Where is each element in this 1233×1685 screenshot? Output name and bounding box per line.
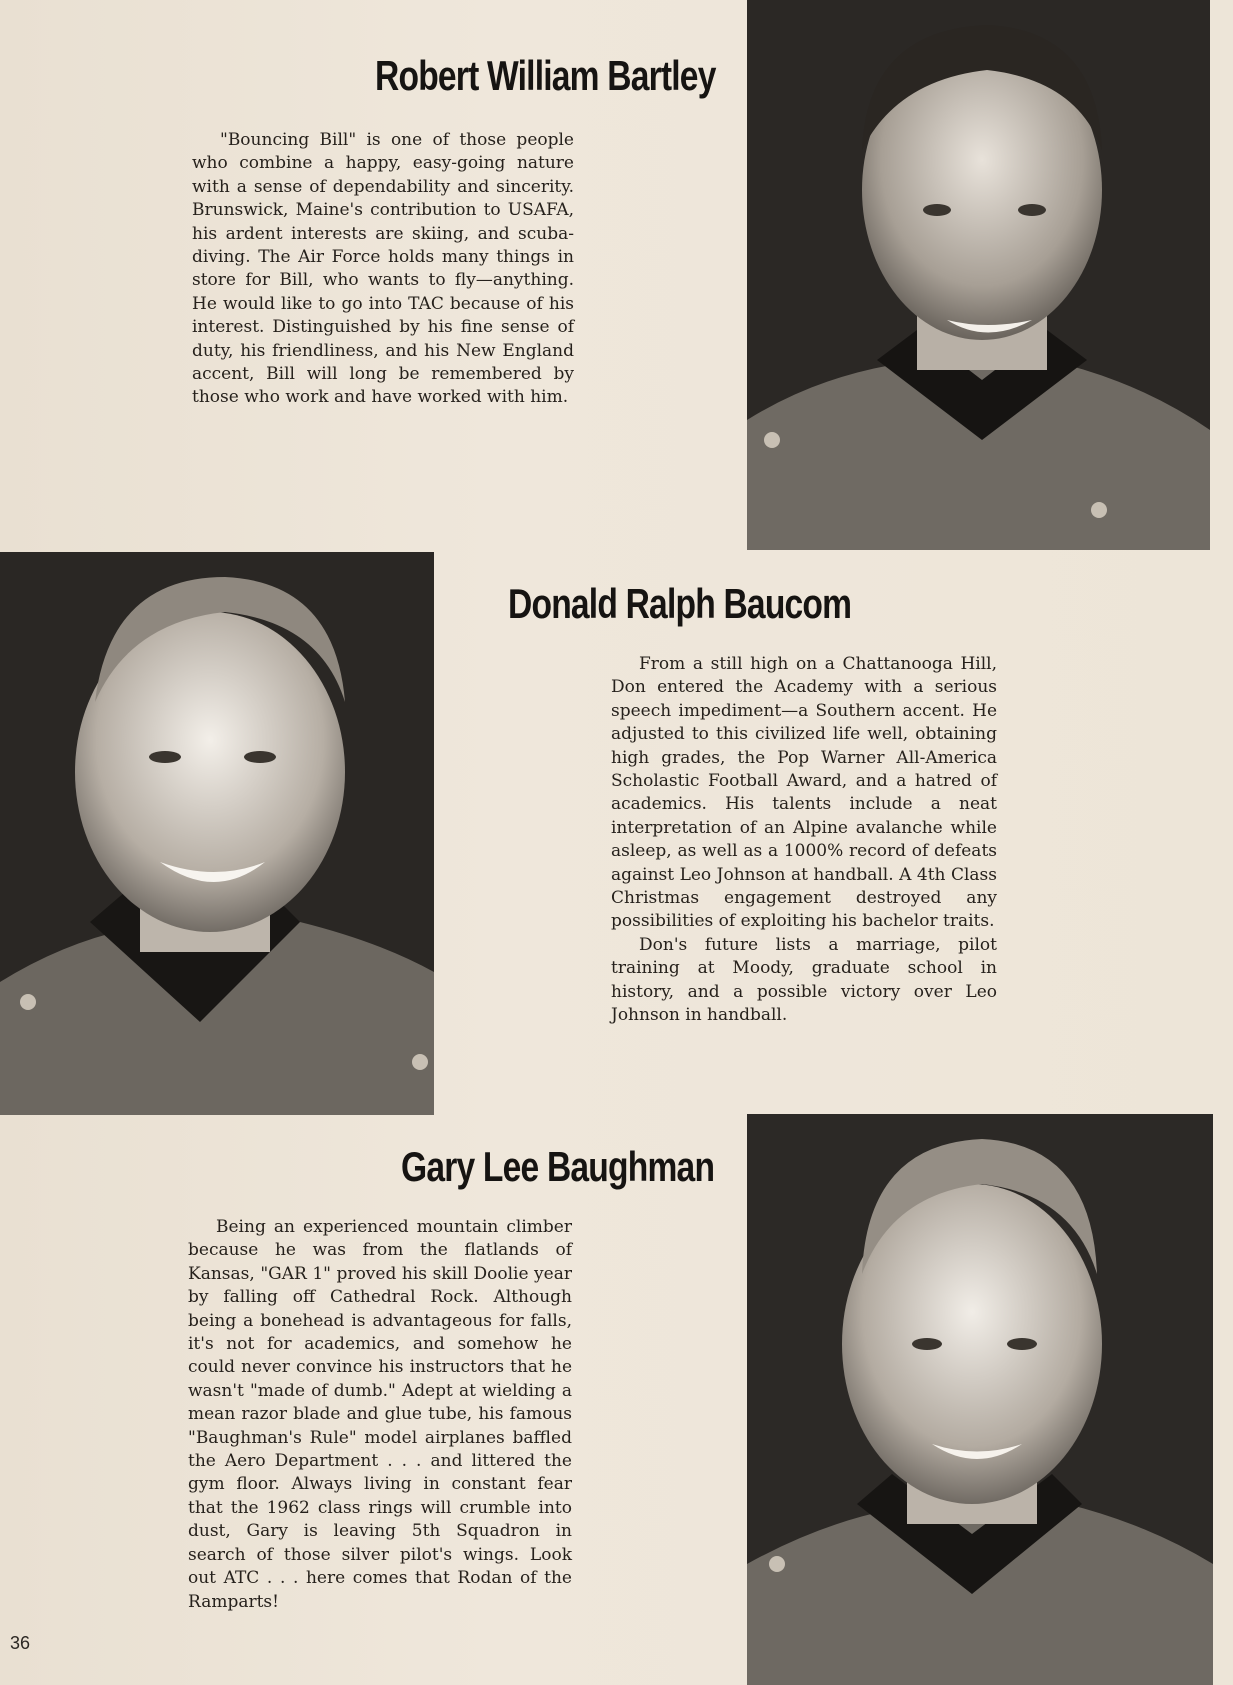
bio-paragraph: Being an experienced mountain climber because he was from the flatlands of Kansas, "GAR 1" proved his skill Doolie year by falling off Cathedral Rock. Although being a bonehead is advantageous for falls, it's not for academics, and somehow he could never convince his instructors that he wasn't "made of dumb." Adept at wielding a mean razor blade and glue tube, his famous "Baughman's Rule" model airplanes baffled the Aero Department . . . and littered the gym floor. Always living in constant fear that the 1962 class rings will crumble into dust, Gary is leaving 5th Squadron in search of those silver pilot's wings. Look out ATC . . . here comes that Rodan of the Ramparts!	[188, 1217, 572, 1612]
portrait-photo-bartley	[747, 0, 1210, 550]
profile-name-baughman: Gary Lee Baughman	[401, 1143, 715, 1190]
bio-paragraph: From a still high on a Chattanooga Hill, Don entered the Academy with a serious speech impediment—a Southern accent. He adjusted to this civilized life well, obtaining high grades, the Pop Warner All-America Scholastic Football Award, and a hatred of academics. His talents include a neat interpretation of an Alpine avalanche while asleep, as well as a 1000% record of defeats against Leo Johnson at handball. A 4th Class Christmas engagement destroyed any possibilities of exploiting his bachelor traits.	[611, 654, 997, 932]
profile-bio-baucom	[611, 653, 997, 1028]
portrait-photo-baughman	[747, 1114, 1213, 1685]
bio-paragraph: "Bouncing Bill" is one of those people who combine a happy, easy-going nature with a sense of dependability and sincerity. Brunswick, Maine's contribution to USAFA, his ardent interests are skiing, and scuba-diving. The Air Force holds many things in store for Bill, who wants to fly—anything. He would like to go into TAC because of his interest. Distinguished by his fine sense of duty, his friendliness, and his New England accent, Bill will long be remembered by those who work and have worked with him.	[192, 130, 574, 408]
bio-paragraph: Don's future lists a marriage, pilot training at Moody, graduate school in history, and a possible victory over Leo Johnson in handball.	[611, 934, 997, 1026]
page-number: 36	[10, 1633, 31, 1653]
portrait-photo-baucom	[0, 552, 434, 1115]
profile-name-bartley: Robert William Bartley	[375, 52, 716, 99]
profile-name-baucom: Donald Ralph Baucom	[508, 580, 852, 627]
profile-bio-baughman	[188, 1216, 572, 1614]
profile-bio-bartley	[192, 129, 574, 410]
